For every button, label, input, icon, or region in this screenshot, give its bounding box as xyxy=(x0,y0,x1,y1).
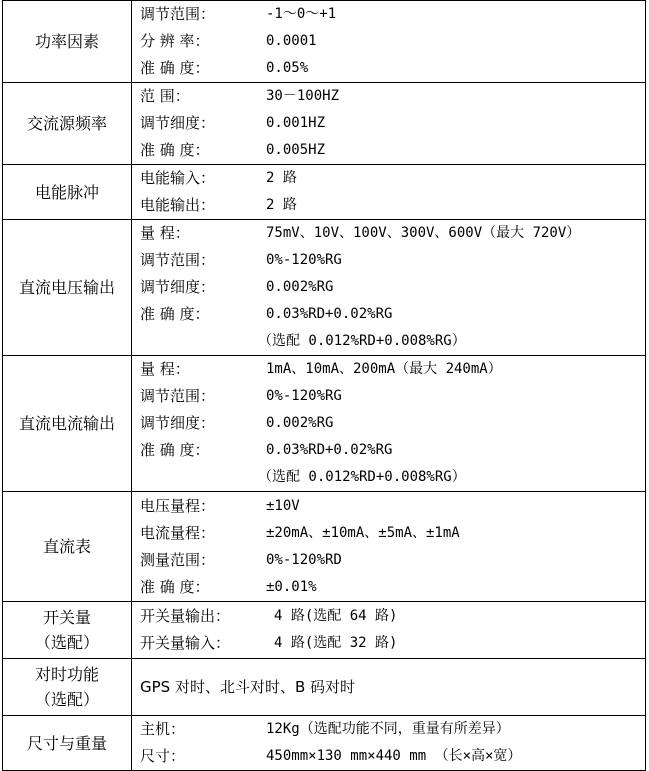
category-cell xyxy=(3,602,132,659)
spec-row xyxy=(3,602,646,659)
spec-detail-cell xyxy=(132,1,646,83)
spec-label: 开关量输出： xyxy=(140,607,231,625)
spec-detail-cell xyxy=(132,492,646,602)
spec-line xyxy=(140,28,645,55)
spec-detail-cell xyxy=(132,356,646,492)
spec-value: 4 路(选配 32 路) xyxy=(274,635,398,651)
spec-label: 尺寸： xyxy=(140,747,186,765)
spec-label: 电能输入： xyxy=(140,169,216,187)
spec-label: 调节范围： xyxy=(140,5,216,23)
category-label: （选配） xyxy=(34,690,99,709)
spec-value: -1～0～+1 xyxy=(266,6,337,22)
spec-label: 准 确 度： xyxy=(140,577,210,596)
spec-line xyxy=(140,274,645,301)
spec-label: 电能输出： xyxy=(140,196,216,214)
spec-value: ±10V xyxy=(266,497,300,514)
spec-line xyxy=(140,356,645,383)
spec-label: 量 程： xyxy=(140,224,190,242)
spec-value: （选配 0.012%RD+0.008%RG） xyxy=(258,469,466,485)
spec-label: 开关量输入： xyxy=(140,634,231,652)
spec-line xyxy=(140,247,645,274)
spec-label: 准 确 度： xyxy=(140,59,210,77)
spec-label: 准 确 度： xyxy=(140,441,210,459)
spec-row xyxy=(3,165,646,220)
category-cell xyxy=(3,492,132,602)
category-label: 直流电压输出 xyxy=(18,278,115,297)
spec-line xyxy=(140,55,645,82)
category-cell xyxy=(3,716,132,771)
spec-line xyxy=(140,220,645,247)
spec-line xyxy=(140,603,645,630)
spec-value: 0.03%RD+0.02%RG xyxy=(266,306,393,322)
spec-line xyxy=(140,630,645,657)
spec-row xyxy=(3,83,646,165)
spec-line xyxy=(140,1,645,28)
spec-label: 调节细度： xyxy=(140,414,216,432)
spec-value: ±0.01% xyxy=(266,578,317,595)
spec-line xyxy=(140,83,645,110)
spec-label: 调节细度： xyxy=(140,114,216,132)
category-label: 直流电流输出 xyxy=(18,414,115,433)
spec-label: 调节细度： xyxy=(140,278,216,296)
spec-detail-cell xyxy=(132,716,646,771)
spec-value: 0.0001 xyxy=(266,33,317,49)
category-cell xyxy=(3,1,132,83)
spec-label: 准 确 度： xyxy=(140,305,210,323)
spec-value: 4 路(选配 64 路) xyxy=(274,608,398,624)
spec-row xyxy=(3,659,646,716)
spec-value: 12Kg（选配功能不同，重量有所差异） xyxy=(266,721,510,737)
category-cell xyxy=(3,659,132,716)
spec-value: 2 路 xyxy=(266,170,297,186)
spec-line xyxy=(140,674,645,701)
spec-value: 30－100HZ xyxy=(266,88,340,104)
spec-line xyxy=(140,520,645,547)
spec-line xyxy=(140,464,645,491)
spec-label: 量 程： xyxy=(140,360,190,378)
category-label: 开关量 xyxy=(42,608,91,627)
category-cell xyxy=(3,165,132,220)
spec-line xyxy=(140,574,645,601)
category-cell xyxy=(3,356,132,492)
spec-line xyxy=(140,192,645,219)
spec-value: 0.002%RG xyxy=(266,415,334,431)
category-cell xyxy=(3,83,132,165)
spec-value: ±20mA、±10mA、±5mA、±1mA xyxy=(266,524,460,541)
category-label: 功率因素 xyxy=(34,32,99,51)
spec-value: 0.002%RG xyxy=(266,279,334,295)
spec-detail-cell xyxy=(132,220,646,356)
category-label: 交流源频率 xyxy=(26,114,107,133)
spec-row xyxy=(3,356,646,492)
spec-value: 2 路 xyxy=(266,197,297,213)
spec-value: 450mm×130 mm×440 mm （长×高×宽） xyxy=(266,748,522,764)
spec-value: 0.05% xyxy=(266,60,309,76)
spec-detail-cell xyxy=(132,165,646,220)
spec-value: GPS 对时、北斗对时、B 码对时 xyxy=(140,677,356,696)
category-label: 尺寸与重量 xyxy=(26,733,107,753)
spec-label: 准 确 度： xyxy=(140,141,210,159)
spec-line xyxy=(140,493,645,520)
spec-row xyxy=(3,492,646,602)
category-label: 直流表 xyxy=(42,537,91,556)
spec-detail-cell xyxy=(132,602,646,659)
spec-line xyxy=(140,165,645,192)
spec-line xyxy=(140,547,645,574)
spec-value: 0.03%RD+0.02%RG xyxy=(266,442,393,458)
spec-label: 调节范围： xyxy=(140,387,216,405)
spec-detail-cell xyxy=(132,83,646,165)
spec-line xyxy=(140,383,645,410)
category-label: 电能脉冲 xyxy=(34,182,99,202)
spec-row xyxy=(3,716,646,771)
category-cell xyxy=(3,220,132,356)
spec-value: 1mA、10mA、200mA（最大 240mA） xyxy=(266,361,502,377)
spec-line xyxy=(140,410,645,437)
spec-label: 范 围： xyxy=(140,87,190,105)
spec-value: （选配 0.012%RD+0.008%RG） xyxy=(258,333,466,349)
spec-value: 0%-120%RG xyxy=(266,388,342,404)
spec-value: 0%-120%RG xyxy=(266,252,342,268)
spec-label: 电压量程： xyxy=(140,496,216,515)
spec-value: 0.005HZ xyxy=(266,142,326,158)
spec-label: 主机： xyxy=(140,720,186,738)
spec-value: 75mV、10V、100V、300V、600V（最大 720V） xyxy=(266,225,581,241)
spec-line xyxy=(140,110,645,137)
spec-line xyxy=(140,301,645,328)
spec-label: 分 辨 率： xyxy=(140,32,210,50)
spec-label: 测量范围： xyxy=(140,550,216,569)
spec-value: 0.001HZ xyxy=(266,115,326,131)
spec-line xyxy=(140,716,645,743)
spec-line xyxy=(140,137,645,164)
spec-line xyxy=(140,743,645,770)
spec-detail-cell xyxy=(132,659,646,716)
category-label: （选配） xyxy=(34,633,99,652)
spec-value: 0%-120%RD xyxy=(266,551,342,568)
spec-label: 电流量程： xyxy=(140,523,216,542)
spec-row xyxy=(3,1,646,83)
spec-line xyxy=(140,328,645,355)
spec-label: 调节范围： xyxy=(140,251,216,269)
spec-line xyxy=(140,437,645,464)
spec-table xyxy=(2,0,646,771)
category-label: 对时功能 xyxy=(34,665,99,684)
spec-row xyxy=(3,220,646,356)
